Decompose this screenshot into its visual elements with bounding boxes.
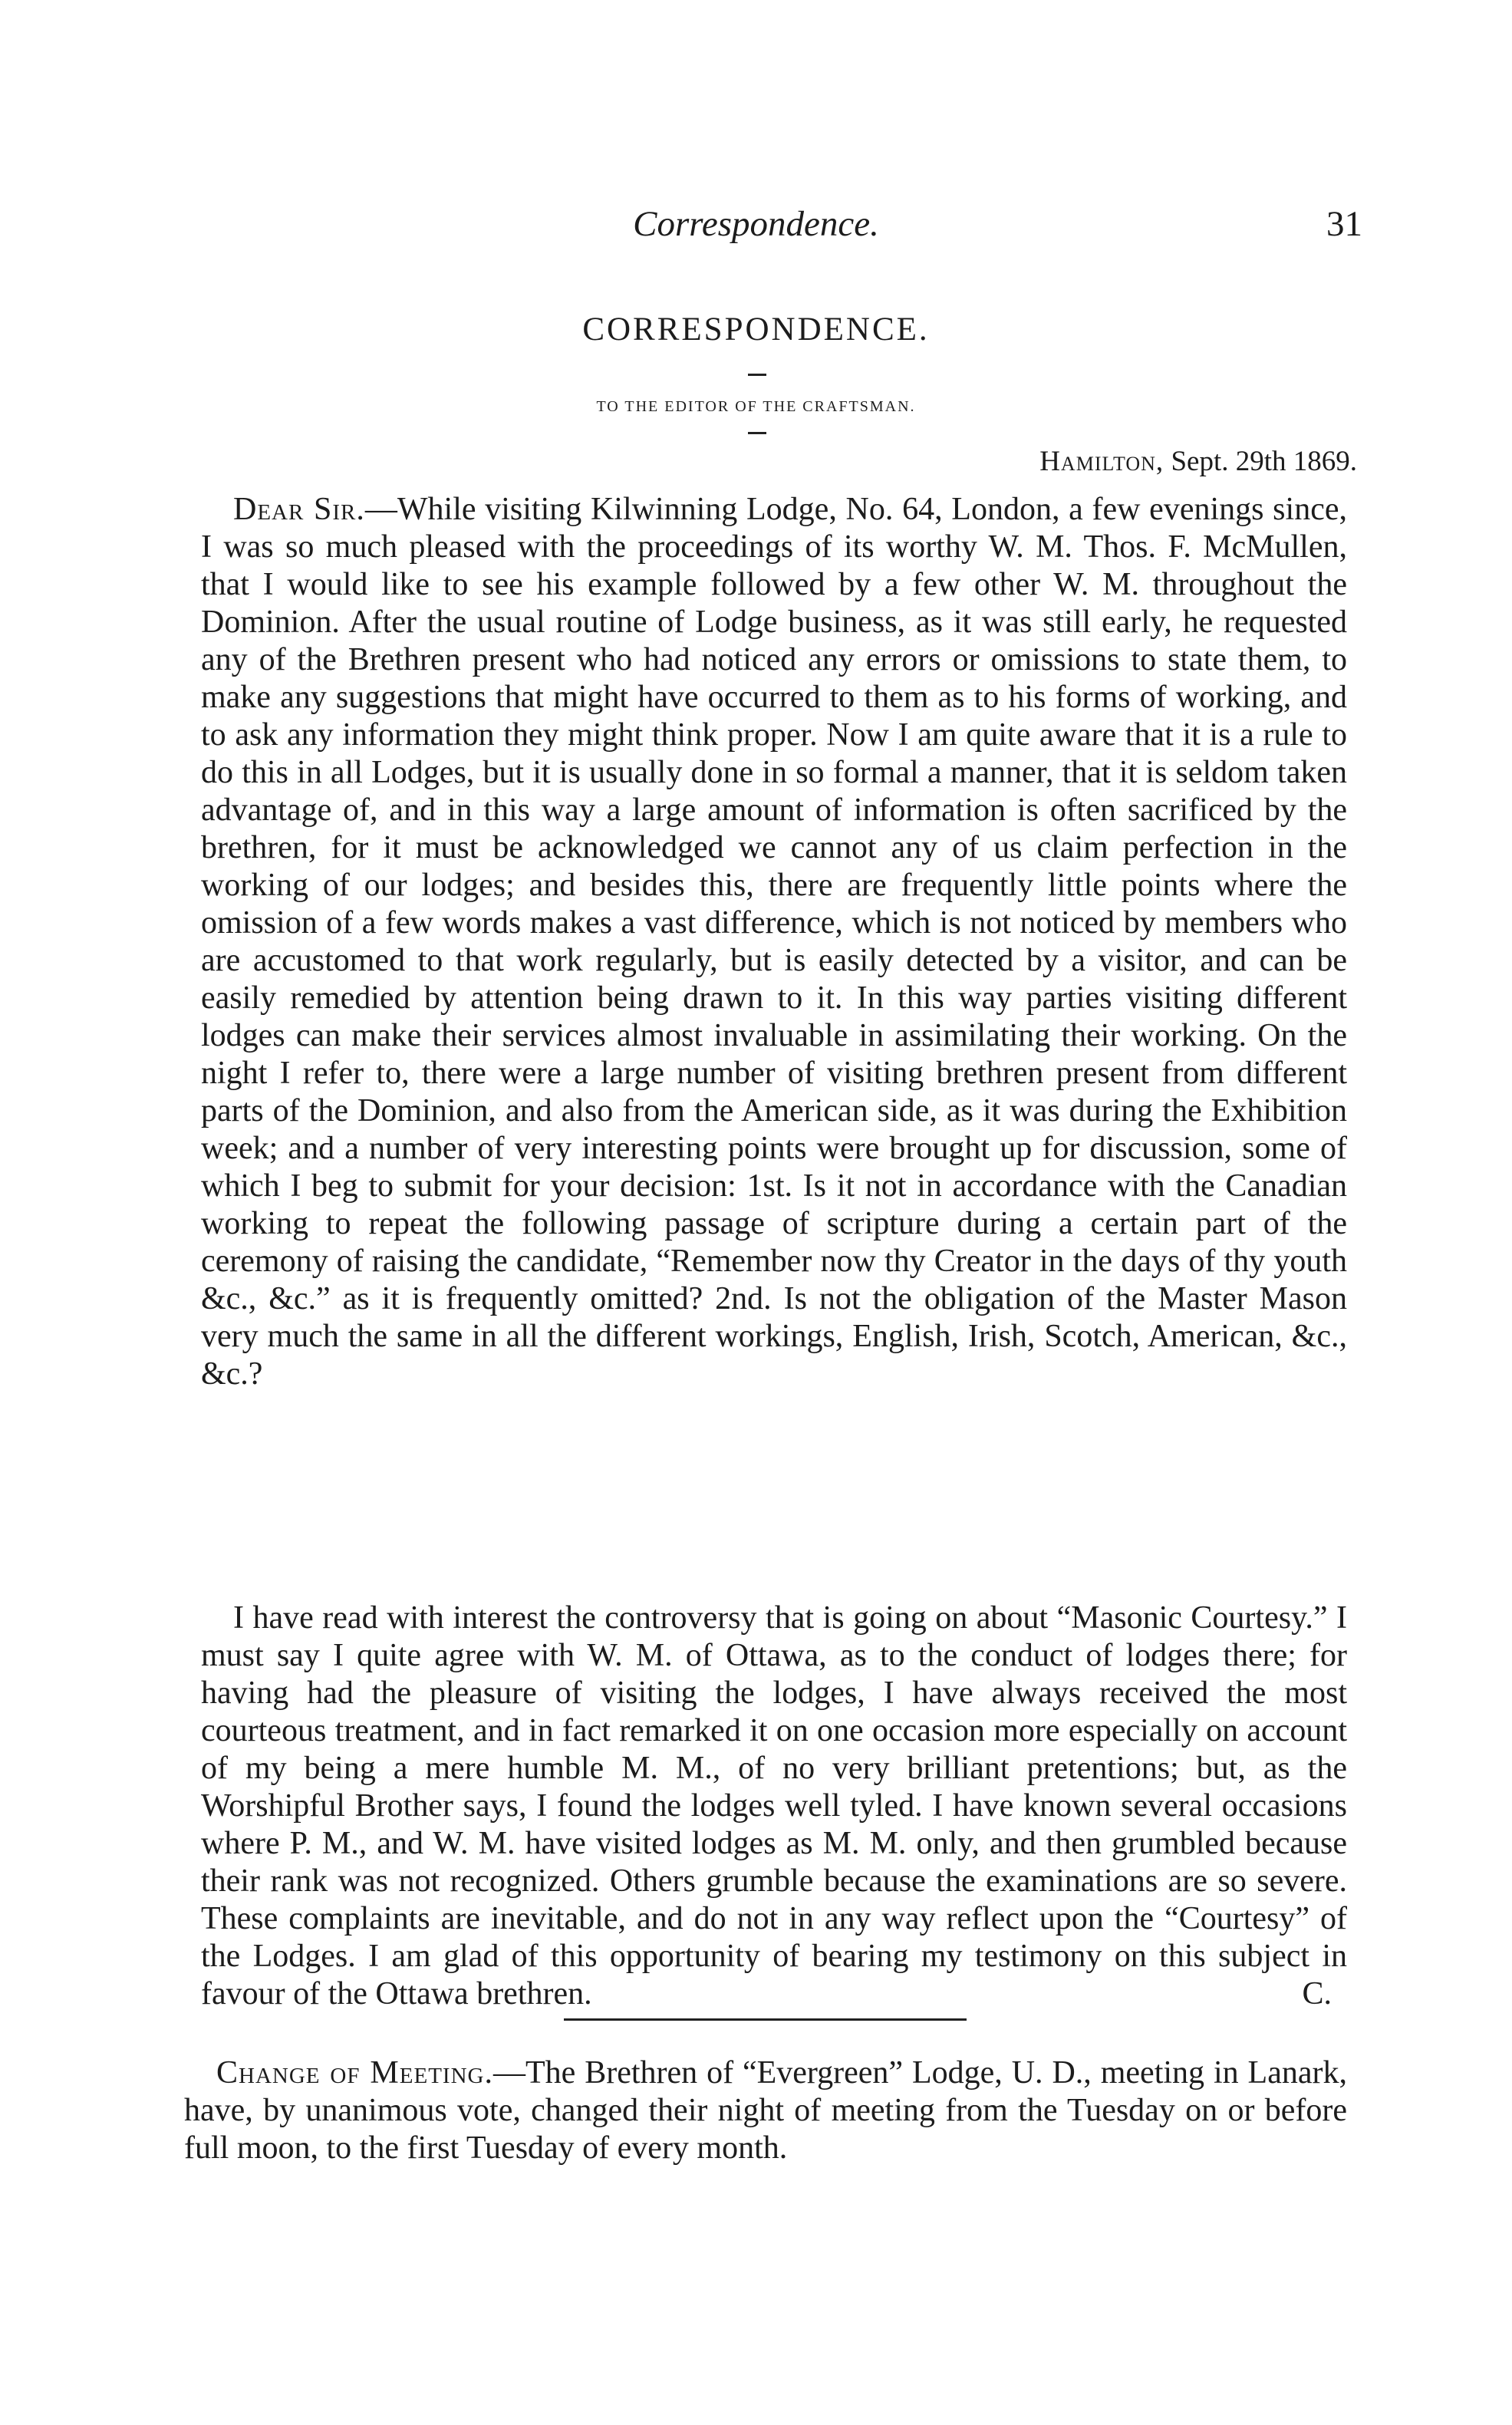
short-rule-lower — [748, 432, 766, 434]
short-rule-upper — [748, 374, 766, 376]
page-number: 31 — [1326, 204, 1362, 244]
letter-paragraph-2-text: I have read with interest the controversy that is going on about “Masonic Courtesy.” I must say I quite agree with W. M. of Ottawa, as to the conduct of lodges there; for having had the pleasure of visiting the lodges, I have always received the most courteous treatment, and in fact remarked it on one occasion more especially on account of my being a mere humble M. M., of no very brilliant pretentions; but, as the Worshipful Brother says, I found the lodges well tyled. I have known several occasions where P. M., and W. M. have visited lodges as M. M. only, and then grumbled because their rank was not recognized. Others grumble because the examinations are so severe. These complaints are inevitable, and do not in any way reflect upon the “Courtesy” of the Lodges. I am glad of this opportunity of bearing my testimony on this subject in favour of the Ottawa brethren. — [201, 1600, 1347, 2011]
running-title: Correspondence. — [633, 204, 879, 244]
salutation: Dear Sir. — [233, 492, 365, 527]
dateline-place: Hamilton, — [1039, 446, 1164, 477]
notice-lead: Change of Meeting. — [216, 2055, 493, 2091]
notice-paragraph — [184, 2054, 1347, 2167]
section-divider — [564, 2018, 967, 2021]
letter-paragraph-1 — [201, 491, 1347, 1393]
addressee-line: TO THE EDITOR OF THE CRAFTSMAN. — [596, 398, 916, 415]
letter-signature: C. — [1302, 1976, 1332, 2011]
notice-text: —The Brethren of “Evergreen” Lodge, U. D., meeting in Lanark, have, by unanimous vote, changed their night of meeting from the Tuesday on or before full moon, to the first Tuesday of every month. — [184, 2055, 1347, 2166]
section-title: CORRESPONDENCE. — [582, 311, 930, 348]
dateline — [1039, 445, 1357, 478]
running-head — [0, 203, 1512, 257]
letter-paragraph-1-text: —While visiting Kilwinning Lodge, No. 64, London, a few evenings since, I was so much pleased with the proceedings of its worthy W. M. Thos. F. McMullen, that I would like to see his example followed by a few other W. M. throughout the Dominion. After the usual routine of Lodge business, as it was still early, he requested any of the Brethren present who had noticed any errors or omissions to state them, to make any suggestions that might have occurred to them as to his forms of working, and to ask any information they might think proper. Now I am quite aware that it is a rule to do this in all Lodges, but it is usually done in so formal a manner, that it is seldom taken advantage of, and in this way a large amount of information is often sacrificed by the brethren, for it must be acknowledged we cannot any of us claim perfection in the working of our lodges; and besides this, there are frequently little points where the omission of a few words makes a vast difference, which is not noticed by members who are accustomed to that work regularly, but is easily detected by a visitor, and can be easily remedied by attention being drawn to it. In this way parties visiting different lodges can make their services almost invaluable in assimilating their working. On the night I refer to, there were a large number of visiting brethren present from different parts of the Dominion, and also from the American side, as it was during the Exhibition week; and a number of very interesting points were brought up for discussion, some of which I beg to submit for your decision: 1st. Is it not in accordance with the Canadian working to repeat the following passage of scripture during a certain part of the ceremony of raising the candidate, “Remember now thy Creator in the days of thy youth &c., &c.” as it is frequently omitted? 2nd. Is not the obligation of the Master Mason very much the same in all the different workings, English, Irish, Scotch, American, &c., &c.? — [201, 492, 1347, 1392]
letter-paragraph-2 — [201, 1600, 1347, 2013]
dateline-date: Sept. 29th 1869. — [1171, 446, 1357, 477]
